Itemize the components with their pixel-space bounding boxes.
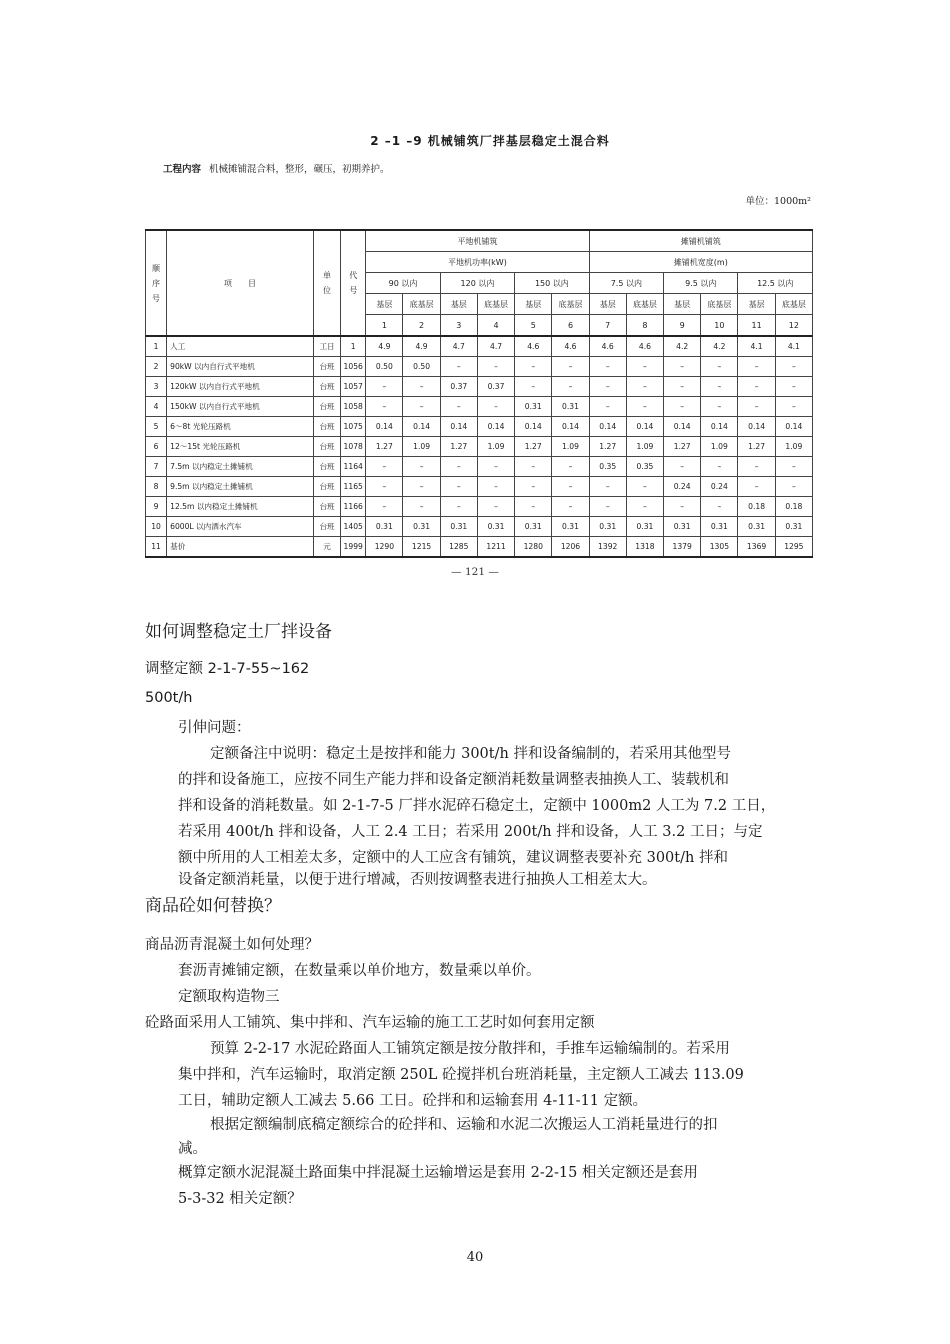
row-number: 10 [146, 517, 167, 537]
row-code: 1405 [341, 517, 366, 537]
row-value-cell: – [366, 477, 403, 497]
row-code: 1056 [341, 357, 366, 377]
row-number: 8 [146, 477, 167, 497]
row-item-name: 基价 [167, 537, 314, 558]
table-row [146, 377, 813, 397]
row-value-cell: 1.09 [701, 437, 738, 457]
row-number: 9 [146, 497, 167, 517]
row-value-cell: 4.6 [552, 336, 589, 357]
row-value-cell: 1.27 [738, 437, 775, 457]
quota-table [145, 229, 813, 558]
row-value-cell: 0.31 [403, 517, 440, 537]
row-value-cell: – [477, 357, 514, 377]
row-value-cell: – [738, 377, 775, 397]
row-value-cell: 1.09 [403, 437, 440, 457]
row-number: 6 [146, 437, 167, 457]
row-value-cell: 0.24 [664, 477, 701, 497]
scan-page-number: — 121 — [451, 566, 499, 578]
para1-line: 的拌和设备施工，应按不同生产能力拌和设备定额消耗数量调整表抽换人工、装载机和 [178, 772, 729, 788]
work-text: 机械摊铺混合料，整形，碾压，初期养护。 [209, 164, 390, 175]
header-layer-subbase: 底基层 [403, 294, 440, 315]
row-value-cell: 0.31 [477, 517, 514, 537]
row-value-cell: – [626, 397, 663, 417]
row-value-cell: 1206 [552, 537, 589, 558]
row-unit: 工日 [313, 336, 340, 357]
row-code: 1164 [341, 457, 366, 477]
row-value-cell: – [589, 377, 626, 397]
row-value-cell: – [664, 397, 701, 417]
table-row [146, 357, 813, 377]
row-value-cell: 0.31 [589, 517, 626, 537]
row-value-cell: 1285 [440, 537, 477, 558]
row-number: 11 [146, 537, 167, 558]
row-unit: 台班 [313, 357, 340, 377]
row-value-cell: 1318 [626, 537, 663, 558]
row-value-cell: 0.31 [515, 517, 552, 537]
header-power-90: 90 以内 [366, 273, 440, 294]
row-value-cell: – [366, 397, 403, 417]
para3-line: 根据定额编制底稿定额综合的砼拌和、运输和水泥二次搬运人工消耗量进行的扣 [210, 1117, 718, 1133]
row-value-cell: – [403, 377, 440, 397]
para1-line: 额中所用的人工相差太多，定额中的人工应含有铺筑，建议调整表要补充 300t/h 拌和 [178, 850, 728, 866]
header-power-120: 120 以内 [440, 273, 514, 294]
header-column-number: 8 [626, 315, 663, 337]
row-value-cell: 1392 [589, 537, 626, 558]
row-value-cell: – [626, 497, 663, 517]
row-value-cell: – [701, 357, 738, 377]
row-item-name: 9.5m 以内稳定土摊铺机 [167, 477, 314, 497]
row-unit: 台班 [313, 417, 340, 437]
row-code: 1999 [341, 537, 366, 558]
row-value-cell: 0.31 [775, 517, 812, 537]
row-value-cell: 4.2 [664, 336, 701, 357]
row-value-cell: 1.09 [626, 437, 663, 457]
row-value-cell: 4.7 [477, 336, 514, 357]
table-row [146, 437, 813, 457]
row-value-cell: 1.27 [366, 437, 403, 457]
table-unit: 单位：1000m² [745, 196, 811, 207]
row-value-cell: 0.31 [366, 517, 403, 537]
row-value-cell: – [664, 457, 701, 477]
row-value-cell: 1369 [738, 537, 775, 558]
header-code: 代号 [341, 230, 366, 336]
row-item-name: 12～15t 光轮压路机 [167, 437, 314, 457]
row-value-cell: 1.27 [515, 437, 552, 457]
row-value-cell: – [403, 457, 440, 477]
header-unit: 单位 [313, 230, 340, 336]
row-value-cell: 0.14 [626, 417, 663, 437]
row-value-cell: – [515, 497, 552, 517]
row-value-cell: – [552, 377, 589, 397]
table-row [146, 457, 813, 477]
table-row [146, 537, 813, 558]
row-value-cell: 4.1 [738, 336, 775, 357]
header-layer-base: 基层 [440, 294, 477, 315]
header-layer-subbase: 底基层 [552, 294, 589, 315]
para1-line: 设备定额消耗量，以便于进行增减，否则按调整表进行抽换人工相差太大。 [178, 872, 657, 888]
row-value-cell: 1.27 [589, 437, 626, 457]
row-value-cell: 4.6 [626, 336, 663, 357]
row-number: 2 [146, 357, 167, 377]
row-number: 7 [146, 457, 167, 477]
header-width-7-5: 7.5 以内 [589, 273, 663, 294]
row-value-cell: – [403, 477, 440, 497]
row-value-cell: – [738, 397, 775, 417]
row-value-cell: – [515, 357, 552, 377]
row-unit: 元 [313, 537, 340, 558]
row-value-cell: 1215 [403, 537, 440, 558]
row-unit: 台班 [313, 477, 340, 497]
row-value-cell: 4.6 [589, 336, 626, 357]
row-value-cell: – [589, 397, 626, 417]
row-value-cell: 1.27 [664, 437, 701, 457]
row-value-cell: – [775, 477, 812, 497]
header-column-number: 12 [775, 315, 812, 337]
row-item-name: 150kW 以内自行式平地机 [167, 397, 314, 417]
row-value-cell: 1295 [775, 537, 812, 558]
header-column-number: 10 [701, 315, 738, 337]
row-value-cell: 4.9 [366, 336, 403, 357]
row-value-cell: 0.14 [366, 417, 403, 437]
row-value-cell: 4.2 [701, 336, 738, 357]
row-value-cell: 0.50 [403, 357, 440, 377]
row-value-cell: 0.14 [440, 417, 477, 437]
row-unit: 台班 [313, 457, 340, 477]
row-value-cell: – [775, 457, 812, 477]
row-value-cell: – [403, 397, 440, 417]
row-value-cell: – [552, 477, 589, 497]
row-item-name: 7.5m 以内稳定土摊铺机 [167, 457, 314, 477]
row-value-cell: – [626, 357, 663, 377]
row-number: 1 [146, 336, 167, 357]
header-layer-subbase: 底基层 [701, 294, 738, 315]
row-value-cell: – [701, 457, 738, 477]
row-number: 5 [146, 417, 167, 437]
header-grader-power: 平地机功率(kW) [366, 252, 589, 273]
row-unit: 台班 [313, 517, 340, 537]
answer-structure: 定额取构造物三 [178, 989, 280, 1005]
row-value-cell: 0.14 [589, 417, 626, 437]
header-column-number: 4 [477, 315, 514, 337]
row-value-cell: – [552, 497, 589, 517]
header-column-number: 3 [440, 315, 477, 337]
row-value-cell: – [440, 497, 477, 517]
header-column-number: 6 [552, 315, 589, 337]
header-layer-subbase: 底基层 [477, 294, 514, 315]
row-value-cell: – [664, 497, 701, 517]
header-layer-subbase: 底基层 [626, 294, 663, 315]
row-value-cell: – [440, 397, 477, 417]
question-estimate-line: 概算定额水泥混凝土路面集中拌混凝土运输增运是套用 2-2-15 相关定额还是套用 [178, 1165, 698, 1181]
row-value-cell: – [589, 497, 626, 517]
row-value-cell: 0.14 [515, 417, 552, 437]
row-value-cell: 1379 [664, 537, 701, 558]
row-value-cell: 1280 [515, 537, 552, 558]
row-value-cell: 0.14 [403, 417, 440, 437]
row-code: 1075 [341, 417, 366, 437]
row-value-cell: – [440, 357, 477, 377]
row-unit: 台班 [313, 497, 340, 517]
row-number: 3 [146, 377, 167, 397]
row-value-cell: – [477, 397, 514, 417]
table-row [146, 397, 813, 417]
row-value-cell: 4.7 [440, 336, 477, 357]
row-code: 1078 [341, 437, 366, 457]
row-value-cell: – [738, 457, 775, 477]
row-value-cell: – [440, 477, 477, 497]
row-value-cell: – [440, 457, 477, 477]
para2-line: 集中拌和，汽车运输时，取消定额 250L 砼搅拌机台班消耗量，主定额人工减去 113.09 [178, 1067, 744, 1083]
row-value-cell: 0.24 [701, 477, 738, 497]
row-value-cell: – [477, 477, 514, 497]
row-value-cell: – [589, 357, 626, 377]
row-value-cell: 1290 [366, 537, 403, 558]
row-value-cell: – [515, 457, 552, 477]
row-value-cell: – [589, 477, 626, 497]
row-code: 1058 [341, 397, 366, 417]
row-value-cell: 0.14 [775, 417, 812, 437]
row-value-cell: 4.6 [515, 336, 552, 357]
row-value-cell: 0.14 [701, 417, 738, 437]
row-item-name: 6～8t 光轮压路机 [167, 417, 314, 437]
row-value-cell: 0.18 [775, 497, 812, 517]
header-width-9-5: 9.5 以内 [664, 273, 738, 294]
row-value-cell: – [366, 497, 403, 517]
row-value-cell: 0.14 [738, 417, 775, 437]
header-layer-base: 基层 [589, 294, 626, 315]
question-asphalt: 商品沥青混凝土如何处理？ [145, 937, 319, 953]
para1-line: 定额备注中说明：稳定土是按拌和能力 300t/h 拌和设备编制的，若采用其他型号 [210, 746, 731, 762]
row-value-cell: 0.35 [589, 457, 626, 477]
row-value-cell: – [701, 497, 738, 517]
row-value-cell: – [738, 357, 775, 377]
row-value-cell: – [701, 377, 738, 397]
header-layer-base: 基层 [366, 294, 403, 315]
row-unit: 台班 [313, 377, 340, 397]
row-value-cell: – [664, 357, 701, 377]
row-item-name: 人工 [167, 336, 314, 357]
header-item: 项 目 [167, 230, 314, 336]
row-value-cell: 0.31 [664, 517, 701, 537]
row-value-cell: – [701, 397, 738, 417]
row-value-cell: 0.31 [552, 397, 589, 417]
row-value-cell: 0.37 [440, 377, 477, 397]
row-value-cell: 0.31 [552, 517, 589, 537]
row-value-cell: 0.31 [738, 517, 775, 537]
row-item-name: 90kW 以内自行式平地机 [167, 357, 314, 377]
row-value-cell: 4.1 [775, 336, 812, 357]
header-seq: 顺序号 [146, 230, 167, 336]
table-title: 2 –1 –9 机械铺筑厂拌基层稳定土混合料 [370, 134, 610, 148]
row-value-cell: 0.14 [664, 417, 701, 437]
row-value-cell: 0.14 [552, 417, 589, 437]
row-value-cell: 0.31 [515, 397, 552, 417]
row-value-cell: – [775, 377, 812, 397]
row-value-cell: 1.09 [552, 437, 589, 457]
row-unit: 台班 [313, 437, 340, 457]
row-value-cell: – [552, 457, 589, 477]
row-value-cell: – [775, 397, 812, 417]
adjust-quota-line: 调整定额 2-1-7-55~162 [145, 661, 310, 677]
row-value-cell: – [738, 477, 775, 497]
row-value-cell: 1305 [701, 537, 738, 558]
row-value-cell: – [403, 497, 440, 517]
row-value-cell: 0.35 [626, 457, 663, 477]
work-content [163, 161, 815, 175]
row-item-name: 12.5m 以内稳定土摊铺机 [167, 497, 314, 517]
answer-asphalt: 套沥青摊铺定额，在数量乘以单价地方，数量乘以单价。 [178, 963, 541, 979]
row-code: 1057 [341, 377, 366, 397]
para3-line: 减。 [178, 1141, 207, 1157]
header-column-number: 1 [366, 315, 403, 337]
row-value-cell: 0.18 [738, 497, 775, 517]
row-value-cell: 1.27 [440, 437, 477, 457]
header-layer-subbase: 底基层 [775, 294, 812, 315]
row-number: 4 [146, 397, 167, 417]
row-value-cell: 0.31 [626, 517, 663, 537]
row-value-cell: – [626, 477, 663, 497]
capacity-line: 500t/h [145, 690, 193, 706]
row-value-cell: – [552, 357, 589, 377]
header-layer-base: 基层 [738, 294, 775, 315]
para1-line: 若采用 400t/h 拌和设备，人工 2.4 工日；若采用 200t/h 拌和设备，人工 3.2 工日；与定 [178, 824, 763, 840]
row-value-cell: – [626, 377, 663, 397]
row-value-cell: – [366, 457, 403, 477]
row-value-cell: – [477, 457, 514, 477]
table-row [146, 497, 813, 517]
para2-line: 工日，辅助定额人工减去 5.66 工日。砼拌和和运输套用 4-11-11 定额。 [178, 1093, 648, 1109]
header-power-150: 150 以内 [515, 273, 589, 294]
row-value-cell: 0.31 [701, 517, 738, 537]
heading-ready-mix: 商品砼如何替换？ [145, 896, 281, 916]
header-width-12-5: 12.5 以内 [738, 273, 813, 294]
row-value-cell: – [515, 477, 552, 497]
question-concrete-pavement: 砼路面采用人工铺筑、集中拌和、汽车运输的施工工艺时如何套用定额 [145, 1015, 595, 1031]
row-value-cell: – [664, 377, 701, 397]
header-group-paver: 摊铺机铺筑 [589, 230, 812, 252]
row-value-cell: 0.37 [477, 377, 514, 397]
row-value-cell: 0.14 [477, 417, 514, 437]
row-value-cell: 0.50 [366, 357, 403, 377]
row-value-cell: – [775, 357, 812, 377]
row-item-name: 120kW 以内自行式平地机 [167, 377, 314, 397]
header-column-number: 2 [403, 315, 440, 337]
row-code: 1165 [341, 477, 366, 497]
row-value-cell: 1.09 [477, 437, 514, 457]
header-group-grader: 平地机铺筑 [366, 230, 589, 252]
row-value-cell: – [515, 377, 552, 397]
row-item-name: 6000L 以内洒水汽车 [167, 517, 314, 537]
row-code: 1166 [341, 497, 366, 517]
heading-adjust-plant: 如何调整稳定土厂拌设备 [145, 622, 332, 642]
para2-line: 预算 2-2-17 水泥砼路面人工铺筑定额是按分散拌和，手推车运输编制的。若采用 [210, 1041, 730, 1057]
work-label: 工程内容 [163, 164, 202, 175]
row-code: 1 [341, 336, 366, 357]
header-column-number: 9 [664, 315, 701, 337]
row-value-cell: 1.09 [775, 437, 812, 457]
row-unit: 台班 [313, 397, 340, 417]
table-row [146, 417, 813, 437]
page-number: 40 [466, 1250, 484, 1265]
row-value-cell: 4.9 [403, 336, 440, 357]
para1-line: 拌和设备的消耗数量。如 2-1-7-5 厂拌水泥碎石稳定土，定额中 1000m2 人工为 7.2 工日， [178, 798, 776, 814]
table-row [146, 477, 813, 497]
question-estimate-line: 5-3-32 相关定额？ [178, 1191, 302, 1207]
table-row [146, 336, 813, 357]
header-layer-base: 基层 [515, 294, 552, 315]
table-row [146, 517, 813, 537]
header-paver-width: 摊铺机宽度(m) [589, 252, 812, 273]
row-value-cell: 1211 [477, 537, 514, 558]
row-value-cell: – [366, 377, 403, 397]
row-value-cell: 0.31 [440, 517, 477, 537]
header-column-number: 5 [515, 315, 552, 337]
header-column-number: 7 [589, 315, 626, 337]
scanned-table-block [145, 132, 815, 207]
header-layer-base: 基层 [664, 294, 701, 315]
header-column-number: 11 [738, 315, 775, 337]
extend-question-label: 引伸问题： [178, 720, 251, 736]
row-value-cell: – [477, 497, 514, 517]
